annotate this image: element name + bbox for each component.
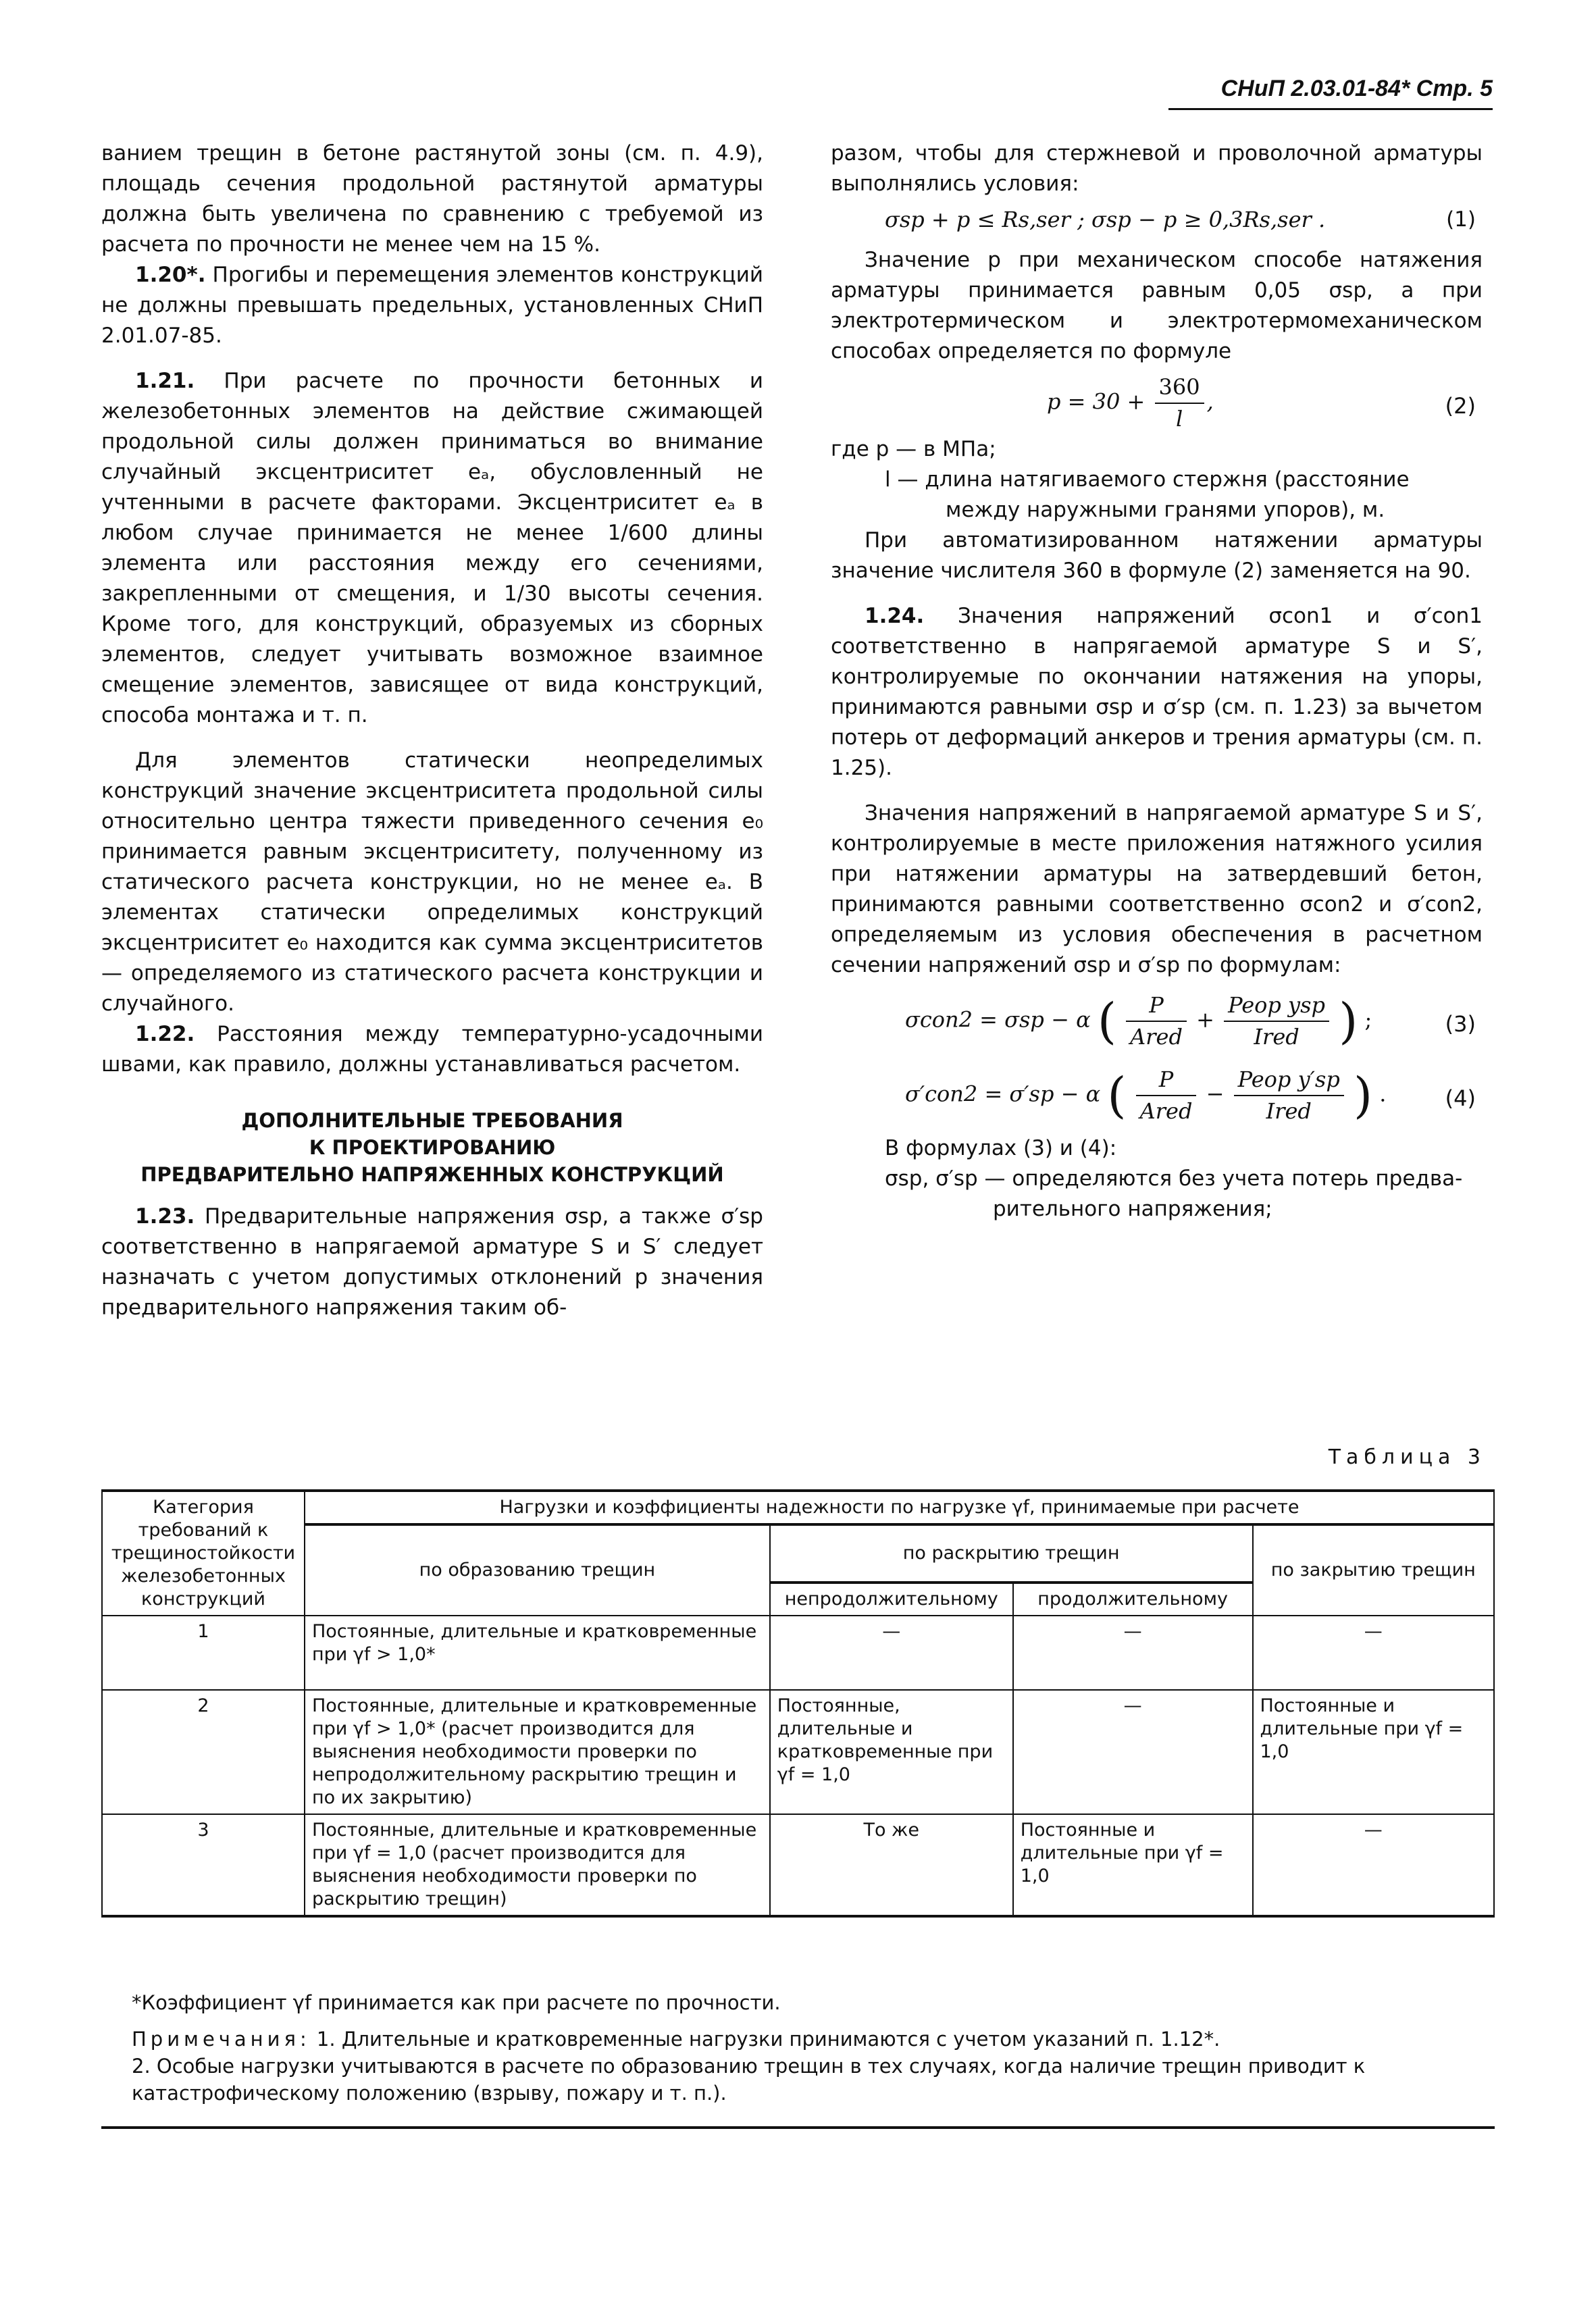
fraction: [1155, 372, 1204, 434]
where-line-2-cont: между наружными гранями упоров), м.: [946, 498, 1385, 522]
clause-number: 1.22.: [135, 1022, 195, 1046]
header-closing: по закрытию трещин: [1253, 1524, 1495, 1616]
fraction: $\frac{\text{Peop ysp}}{\text{Ired}}$: [1224, 990, 1329, 1052]
clause-text: Значения напряжений σcon1 и σ′con1 соответственно в напрягаемой арматуре S и S′, контролируемые по окончании натяжения на упоры, принимаются равными σsp и σ′sp (см. п. 1.23) за вычетом потерь от деформаций анкеров и трения арматуры (см. п. 1.25).: [831, 604, 1483, 780]
formula-2: p = 30 + $\frac{360}{l}$ , (2): [831, 367, 1483, 434]
clause-text: При расчете по прочности бетонных и железобетонных элементов на действие сжимающей продольной силы должен приниматься во внимание случайный эксцентриситет eₐ, обусловленный не учтенными в расчете факторами. Эксцентриситет eₐ в любом случае принимается не менее 1/600 длины элемента или расстояния между его сечениями, закрепленными от смещения, и 1/30 высоты сечения. Кроме того, для конструкций, образуемых из сборных элементов, следует учитывать возможное взаимное смещение элементов, зависящее от вида конструкций, способа монтажа и т. п.: [101, 369, 763, 727]
clause-text: Прогибы и перемещения элементов конструкций не должны превышать предельных, установленных СНиП 2.01.07-85.: [101, 263, 763, 348]
cell-short: То же: [770, 1814, 1013, 1916]
table-row: [102, 1616, 1494, 1690]
definition-line-cont: рительного напряжения;: [993, 1197, 1272, 1221]
clause-number: 1.23.: [135, 1204, 195, 1229]
formula-1-text: σsp + p ≤ Rs,ser ; σsp − p ≥ 0,3Rs,ser .: [885, 207, 1326, 232]
paragraph-continuation: ванием трещин в бетоне растянутой зоны (см. п. 4.9), площадь сечения продольной растянутой арматуры должна быть увеличена по сравнению с требуемой из расчета по прочности не менее чем на 15 %.: [101, 141, 763, 257]
table-row: [102, 1814, 1494, 1916]
formula-number: (1): [1446, 207, 1476, 232]
table-header-row: [102, 1491, 1494, 1524]
clause-1-24: [831, 601, 1483, 783]
fraction-numerator: 360: [1155, 372, 1204, 404]
formula-number: (4): [1445, 1085, 1476, 1111]
table-header-row: [102, 1524, 1494, 1583]
note-2: 2. Особые нагрузки учитываются в расчете по образованию трещин в тех случаях, когда наличие трещин приводит к катастрофическому положению (взрыву, пожару и т. п.).: [132, 2055, 1366, 2105]
header-category: Категория требований к трещиностойкости железобетонных конструкций: [102, 1491, 305, 1616]
clause-1-23: [101, 1202, 763, 1323]
fraction: $\frac{\text{Peop y′sp}}{\text{Ired}}$: [1234, 1064, 1344, 1127]
clause-1-20: [101, 260, 763, 351]
table-caption: Таблица 3: [1328, 1445, 1486, 1469]
formula-lhs: p = 30 +: [1047, 388, 1145, 415]
paragraph-continuation: разом, чтобы для стержневой и проволочной арматуры выполнялись условия:: [831, 141, 1483, 196]
cell-formation: Постоянные, длительные и кратковременные при γf > 1,0*: [305, 1616, 770, 1690]
clause-1-21: [101, 366, 763, 731]
where-line-2: l — длина натягиваемого стержня (расстояние: [885, 467, 1410, 492]
header-formation: по образованию трещин: [305, 1524, 770, 1616]
cell-formation: Постоянные, длительные и кратковременные при γf = 1,0 (расчет производится для выяснения необходимости проверки по раскрытию трещин): [305, 1814, 770, 1916]
cell-category: 2: [102, 1690, 305, 1814]
page-header: СНиП 2.03.01-84* Стр. 5: [1220, 76, 1493, 101]
clause-text: Предварительные напряжения σsp, а также σ′sp соответственно в напрягаемой арматуре S и S′ следует назначать с учетом допустимых отклонений p значения предварительного напряжения таким об-: [101, 1204, 763, 1320]
formula-1: [831, 205, 1483, 245]
fraction: $\frac{P}{\text{Ared}}$: [1126, 990, 1187, 1052]
clause-number: 1.24.: [865, 604, 925, 628]
paragraph: При автоматизированном натяжении арматуры значение числителя 360 в формуле (2) заменяется на 90.: [831, 528, 1483, 583]
cell-long: —: [1013, 1616, 1253, 1690]
table-footnotes: [101, 1989, 1495, 2107]
left-column: [101, 138, 763, 1323]
clause-number: 1.20*.: [135, 263, 206, 287]
clause-number: 1.21.: [135, 369, 195, 393]
notes-label: Примечания:: [132, 2028, 311, 2051]
formula-number: (2): [1445, 393, 1476, 419]
table-3: [101, 1489, 1495, 1918]
footnote-star: *Коэффициент γf принимается как при расчете по прочности.: [132, 1991, 781, 2014]
fraction-denominator: l: [1175, 406, 1183, 432]
header-loads: Нагрузки и коэффициенты надежности по нагрузке γf, принимаемые при расчете: [305, 1491, 1494, 1524]
header-rule: [1168, 108, 1493, 110]
cell-long: Постоянные и длительные при γf = 1,0: [1013, 1814, 1253, 1916]
paragraph: Значения напряжений в напрягаемой арматуре S и S′, контролируемые в месте приложения натяжного усилия при натяжении арматуры на затвердевший бетон, принимаются равными соответственно σcon2 и σ′con2, определяемым из условия обеспечения в расчетном сечении напряжений σsp и σ′sp по формулам:: [831, 801, 1483, 977]
clause-1-21-paragraph-2: Для элементов статически неопределимых конструкций значение эксцентриситета продольной силы относительно центра тяжести приведенного сечения e₀ принимается равным эксцентриситету, полученному из статического расчета конструкции, но не менее eₐ. В элементах статически определимых конструкций эксцентриситет e₀ находится как сумма эксцентриситетов — определяемого из статического расчета конструкции и случайного.: [101, 748, 763, 1016]
clause-1-22: [101, 1019, 763, 1080]
header-opening: по раскрытию трещин: [770, 1524, 1253, 1583]
bottom-rule: [101, 2126, 1495, 2129]
header-short-term: непродолжительному: [770, 1583, 1013, 1616]
section-title: ДОПОЛНИТЕЛЬНЫЕ ТРЕБОВАНИЯ К ПРОЕКТИРОВАНИЮ ПРЕДВАРИТЕЛЬНО НАПРЯЖЕННЫХ КОНСТРУКЦИЙ: [140, 1109, 724, 1186]
formula-lhs: σcon2 = σsp − α: [905, 1006, 1091, 1033]
cell-category: 3: [102, 1814, 305, 1916]
definition-line: σsp, σ′sp — определяются без учета потерь предва-: [885, 1166, 1463, 1191]
cell-long: —: [1013, 1690, 1253, 1814]
formula-3: σcon2 = σsp − α ( $\frac{P}{\text{Ared}}$ + $\frac{\text{Peop ysp}}{\text{Ired}}$ ) ; (3): [831, 985, 1483, 1059]
paragraph: В формулах (3) и (4):: [885, 1136, 1117, 1160]
fraction: $\frac{P}{\text{Ared}}$: [1136, 1064, 1197, 1127]
formula-lhs: σ′con2 = σ′sp − α: [905, 1081, 1101, 1107]
formula-number: (3): [1445, 1011, 1476, 1037]
cell-closing: —: [1253, 1814, 1495, 1916]
cell-category: 1: [102, 1616, 305, 1690]
cell-short: —: [770, 1616, 1013, 1690]
table-row: [102, 1690, 1494, 1814]
cell-closing: Постоянные и длительные при γf = 1,0: [1253, 1690, 1495, 1814]
cell-closing: —: [1253, 1616, 1495, 1690]
cell-short: Постоянные, длительные и кратковременные при γf = 1,0: [770, 1690, 1013, 1814]
formula-4: σ′con2 = σ′sp − α ( $\frac{P}{\text{Ared}}$ − $\frac{\text{Peop y′sp}}{\text{Ired}}$ ) . (4): [831, 1059, 1483, 1133]
note-1: Примечания: 1. Длительные и кратковременные нагрузки принимаются с учетом указаний п. 1.12*.: [132, 2028, 1220, 2051]
cell-formation: Постоянные, длительные и кратковременные при γf > 1,0* (расчет производится для выяснения необходимости проверки по непродолжительному раскрытию трещин и по их закрытию): [305, 1690, 770, 1814]
right-column: [831, 138, 1483, 1225]
clause-text: Расстояния между температурно-усадочными швами, как правило, должны устанавливаться расчетом.: [101, 1022, 763, 1077]
where-line-1: где p — в МПа;: [831, 437, 996, 461]
header-long-term: продолжительному: [1013, 1583, 1253, 1616]
paragraph: Значение p при механическом способе натяжения арматуры принимается равным 0,05 σsp, а при электротермическом и электротермомеханическом способах определяется по формуле: [831, 248, 1483, 363]
